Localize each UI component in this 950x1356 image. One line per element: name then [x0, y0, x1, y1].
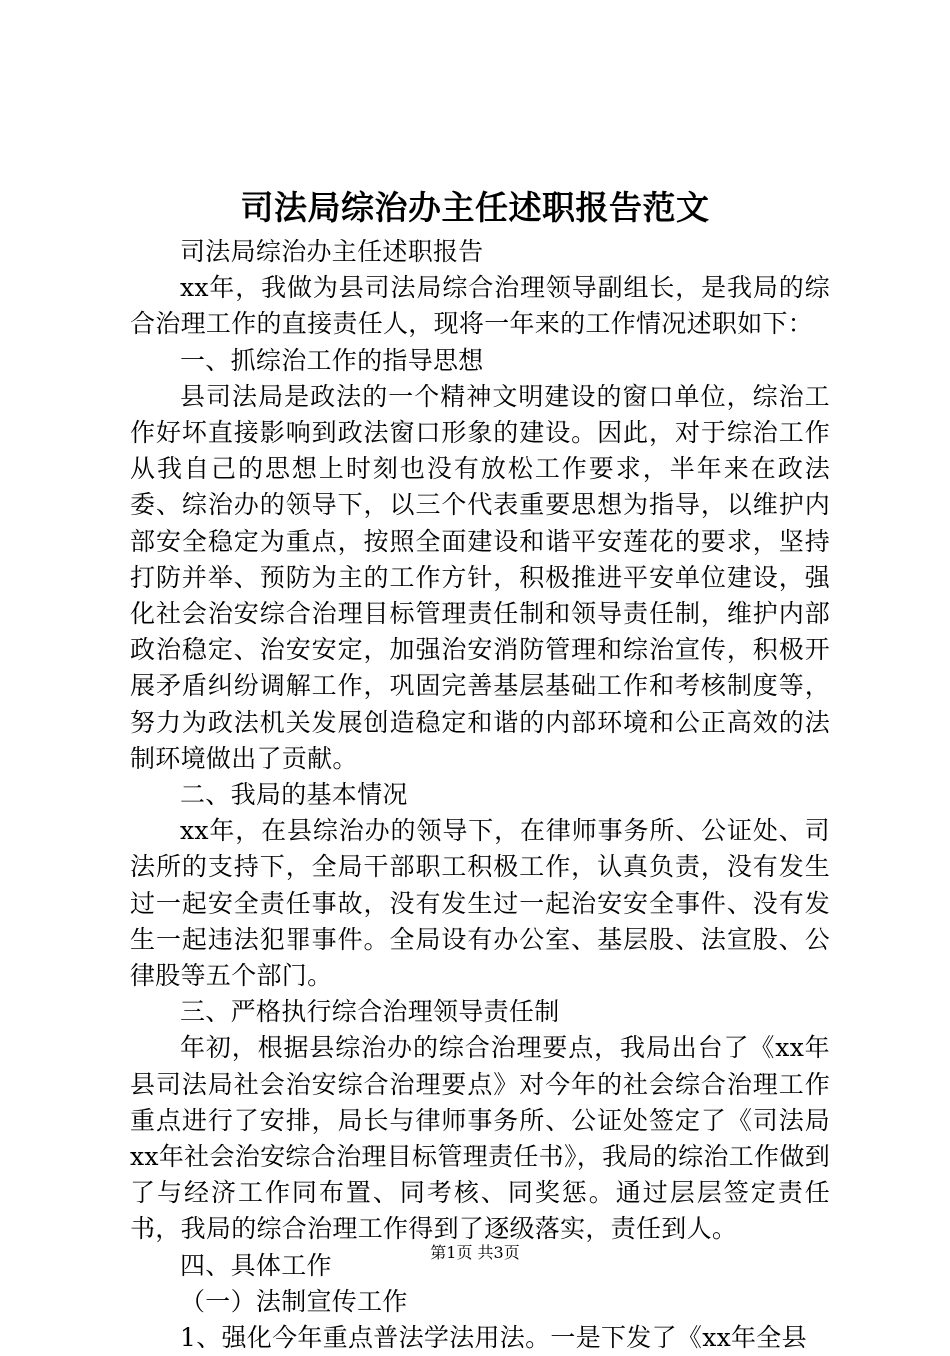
- section-heading-2: 二、我局的基本情况: [180, 780, 408, 810]
- section-heading-3: 三、严格执行综合治理领导责任制: [180, 997, 560, 1027]
- document-body: [130, 234, 830, 1356]
- section-paragraph-2: xx年，在县综治办的领导下，在律师事务所、公证处、司法所的支持下，全局干部职工积极工作，认真负责，没有发生过一起安全责任事故，没有发生过一起治安安全事件、没有发生一起违法犯罪事件。全局设有办公室、基层股、法宣股、公律股等五个部门。: [130, 816, 830, 991]
- report-heading: 司法局综治办主任述职报告: [180, 237, 484, 266]
- intro-paragraph: xx年，我做为县司法局综合治理领导副组长，是我局的综合治理工作的直接责任人，现将一年来的工作情况述职如下：: [130, 273, 830, 339]
- page-footer: 第1页 共3页: [430, 1243, 520, 1262]
- document-title: 司法局综治办主任述职报告范文: [240, 188, 710, 227]
- section-paragraph-3: 年初，根据县综治办的综合治理要点，我局出台了《xx年县司法局社会治安综合治理要点》对今年的社会综合治理工作重点进行了安排，局长与律师事务所、公证处签定了《司法局xx年社会治安综合治理目标管理责任书》，我局的综治工作做到了与经济工作同布置、同考核、同奖惩。通过层层签定责任书，我局的综合治理工作得到了逐级落实，责任到人。: [130, 1033, 830, 1244]
- section-paragraph-1: 县司法局是政法的一个精神文明建设的窗口单位，综治工作好坏直接影响到政法窗口形象的建设。因此，对于综治工作从我自己的思想上时刻也没有放松工作要求，半年来在政法委、综治办的领导下，以三个代表重要思想为指导，以维护内部安全稳定为重点，按照全面建设和谐平安莲花的要求，坚持打防并举、预防为主的工作方针，积极推进平安单位建设，强化社会治安综合治理目标管理责任制和领导责任制，维护内部政治稳定、治安安定，加强治安消防管理和综治宣传，积极开展矛盾纠纷调解工作，巩固完善基层基础工作和考核制度等，努力为政法机关发展创造稳定和谐的内部环境和公正高效的法制环境做出了贡献。: [130, 381, 830, 773]
- subsection-heading-1: （一）法制宣传工作: [180, 1286, 408, 1316]
- section-heading-4: 四、具体工作: [180, 1250, 332, 1280]
- subsection-paragraph-1: 1、强化今年重点普法学法用法。一是下发了《xx年全县: [180, 1323, 807, 1353]
- section-heading-1: 一、抓综治工作的指导思想: [180, 345, 484, 375]
